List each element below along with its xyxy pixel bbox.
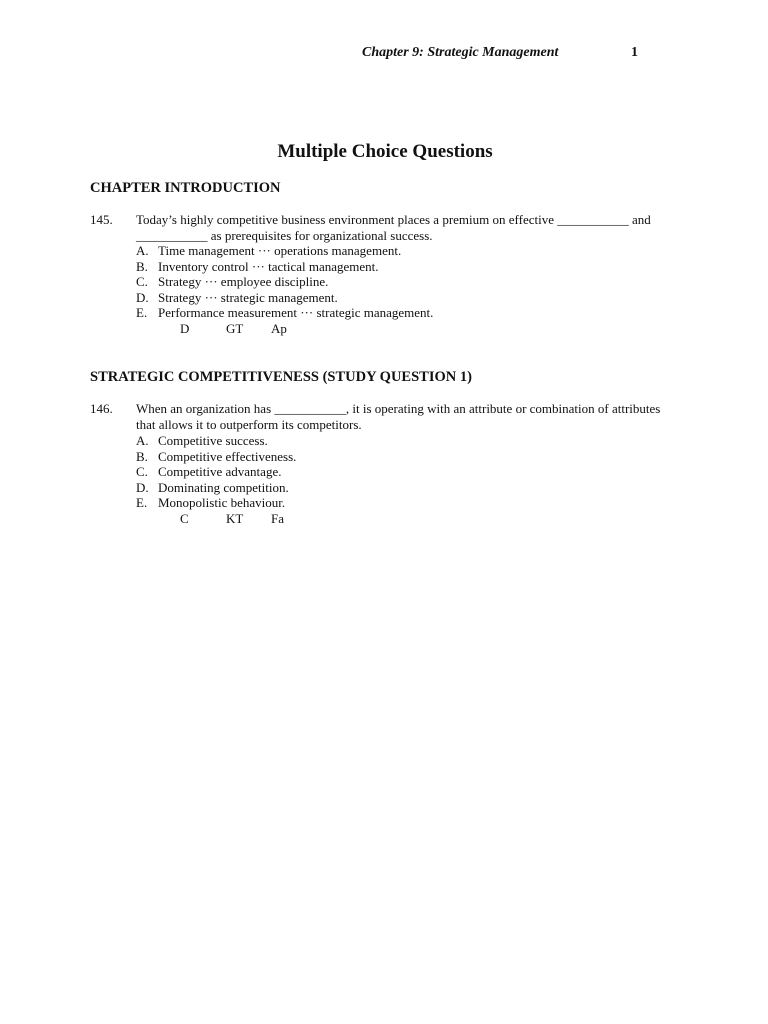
answer-type: Ap xyxy=(271,320,287,336)
option-letter: B. xyxy=(136,258,148,274)
option-letter: A. xyxy=(136,243,149,258)
answer-difficulty: GT xyxy=(226,320,244,336)
answer-type: Fa xyxy=(271,510,284,526)
option-letter: B. xyxy=(136,448,148,464)
option-text: Strategy ··· strategic management. xyxy=(158,289,338,305)
option-text: Dominating competition. xyxy=(158,479,289,495)
question-text: When an organization has ___________, it is operating with an attribute or combination of attributes that allows it to outperform its competitors. xyxy=(136,401,661,432)
option-letter: E. xyxy=(136,495,148,510)
option-text: Competitive success. xyxy=(158,433,268,448)
chapter-header: Chapter 9: Strategic Management xyxy=(362,45,559,60)
answer-key: C xyxy=(180,510,189,526)
option-text: Strategy ··· employee discipline. xyxy=(158,274,329,289)
option-text: Time management ··· operations management. xyxy=(158,243,402,258)
option-text: Performance measurement ··· strategic management. xyxy=(158,305,434,320)
question-text: Today’s highly competitive business environment places a premium on effective ___________ and ___________ as prerequisites for organizational success. xyxy=(136,212,651,243)
option-text: Inventory control ··· tactical management. xyxy=(158,258,379,274)
option-letter: D. xyxy=(136,289,149,305)
option-letter: C. xyxy=(136,464,148,479)
option-letter: C. xyxy=(136,274,148,289)
page-title: Multiple Choice Questions xyxy=(277,141,493,162)
section-heading-strategic-competitiveness: STRATEGIC COMPETITIVENESS (STUDY QUESTION 1) xyxy=(90,369,472,385)
option-letter: A. xyxy=(136,433,149,448)
option-text: Competitive advantage. xyxy=(158,464,282,479)
page-number: 1 xyxy=(631,45,638,60)
option-text: Monopolistic behaviour. xyxy=(158,495,286,510)
answer-difficulty: KT xyxy=(226,510,244,526)
answer-key: D xyxy=(180,320,190,336)
question-number: 146. xyxy=(90,401,113,416)
option-letter: D. xyxy=(136,479,149,495)
question-number: 145. xyxy=(90,212,113,227)
option-letter: E. xyxy=(136,305,148,320)
option-text: Competitive effectiveness. xyxy=(158,448,297,464)
section-heading-chapter-introduction: CHAPTER INTRODUCTION xyxy=(90,180,281,196)
